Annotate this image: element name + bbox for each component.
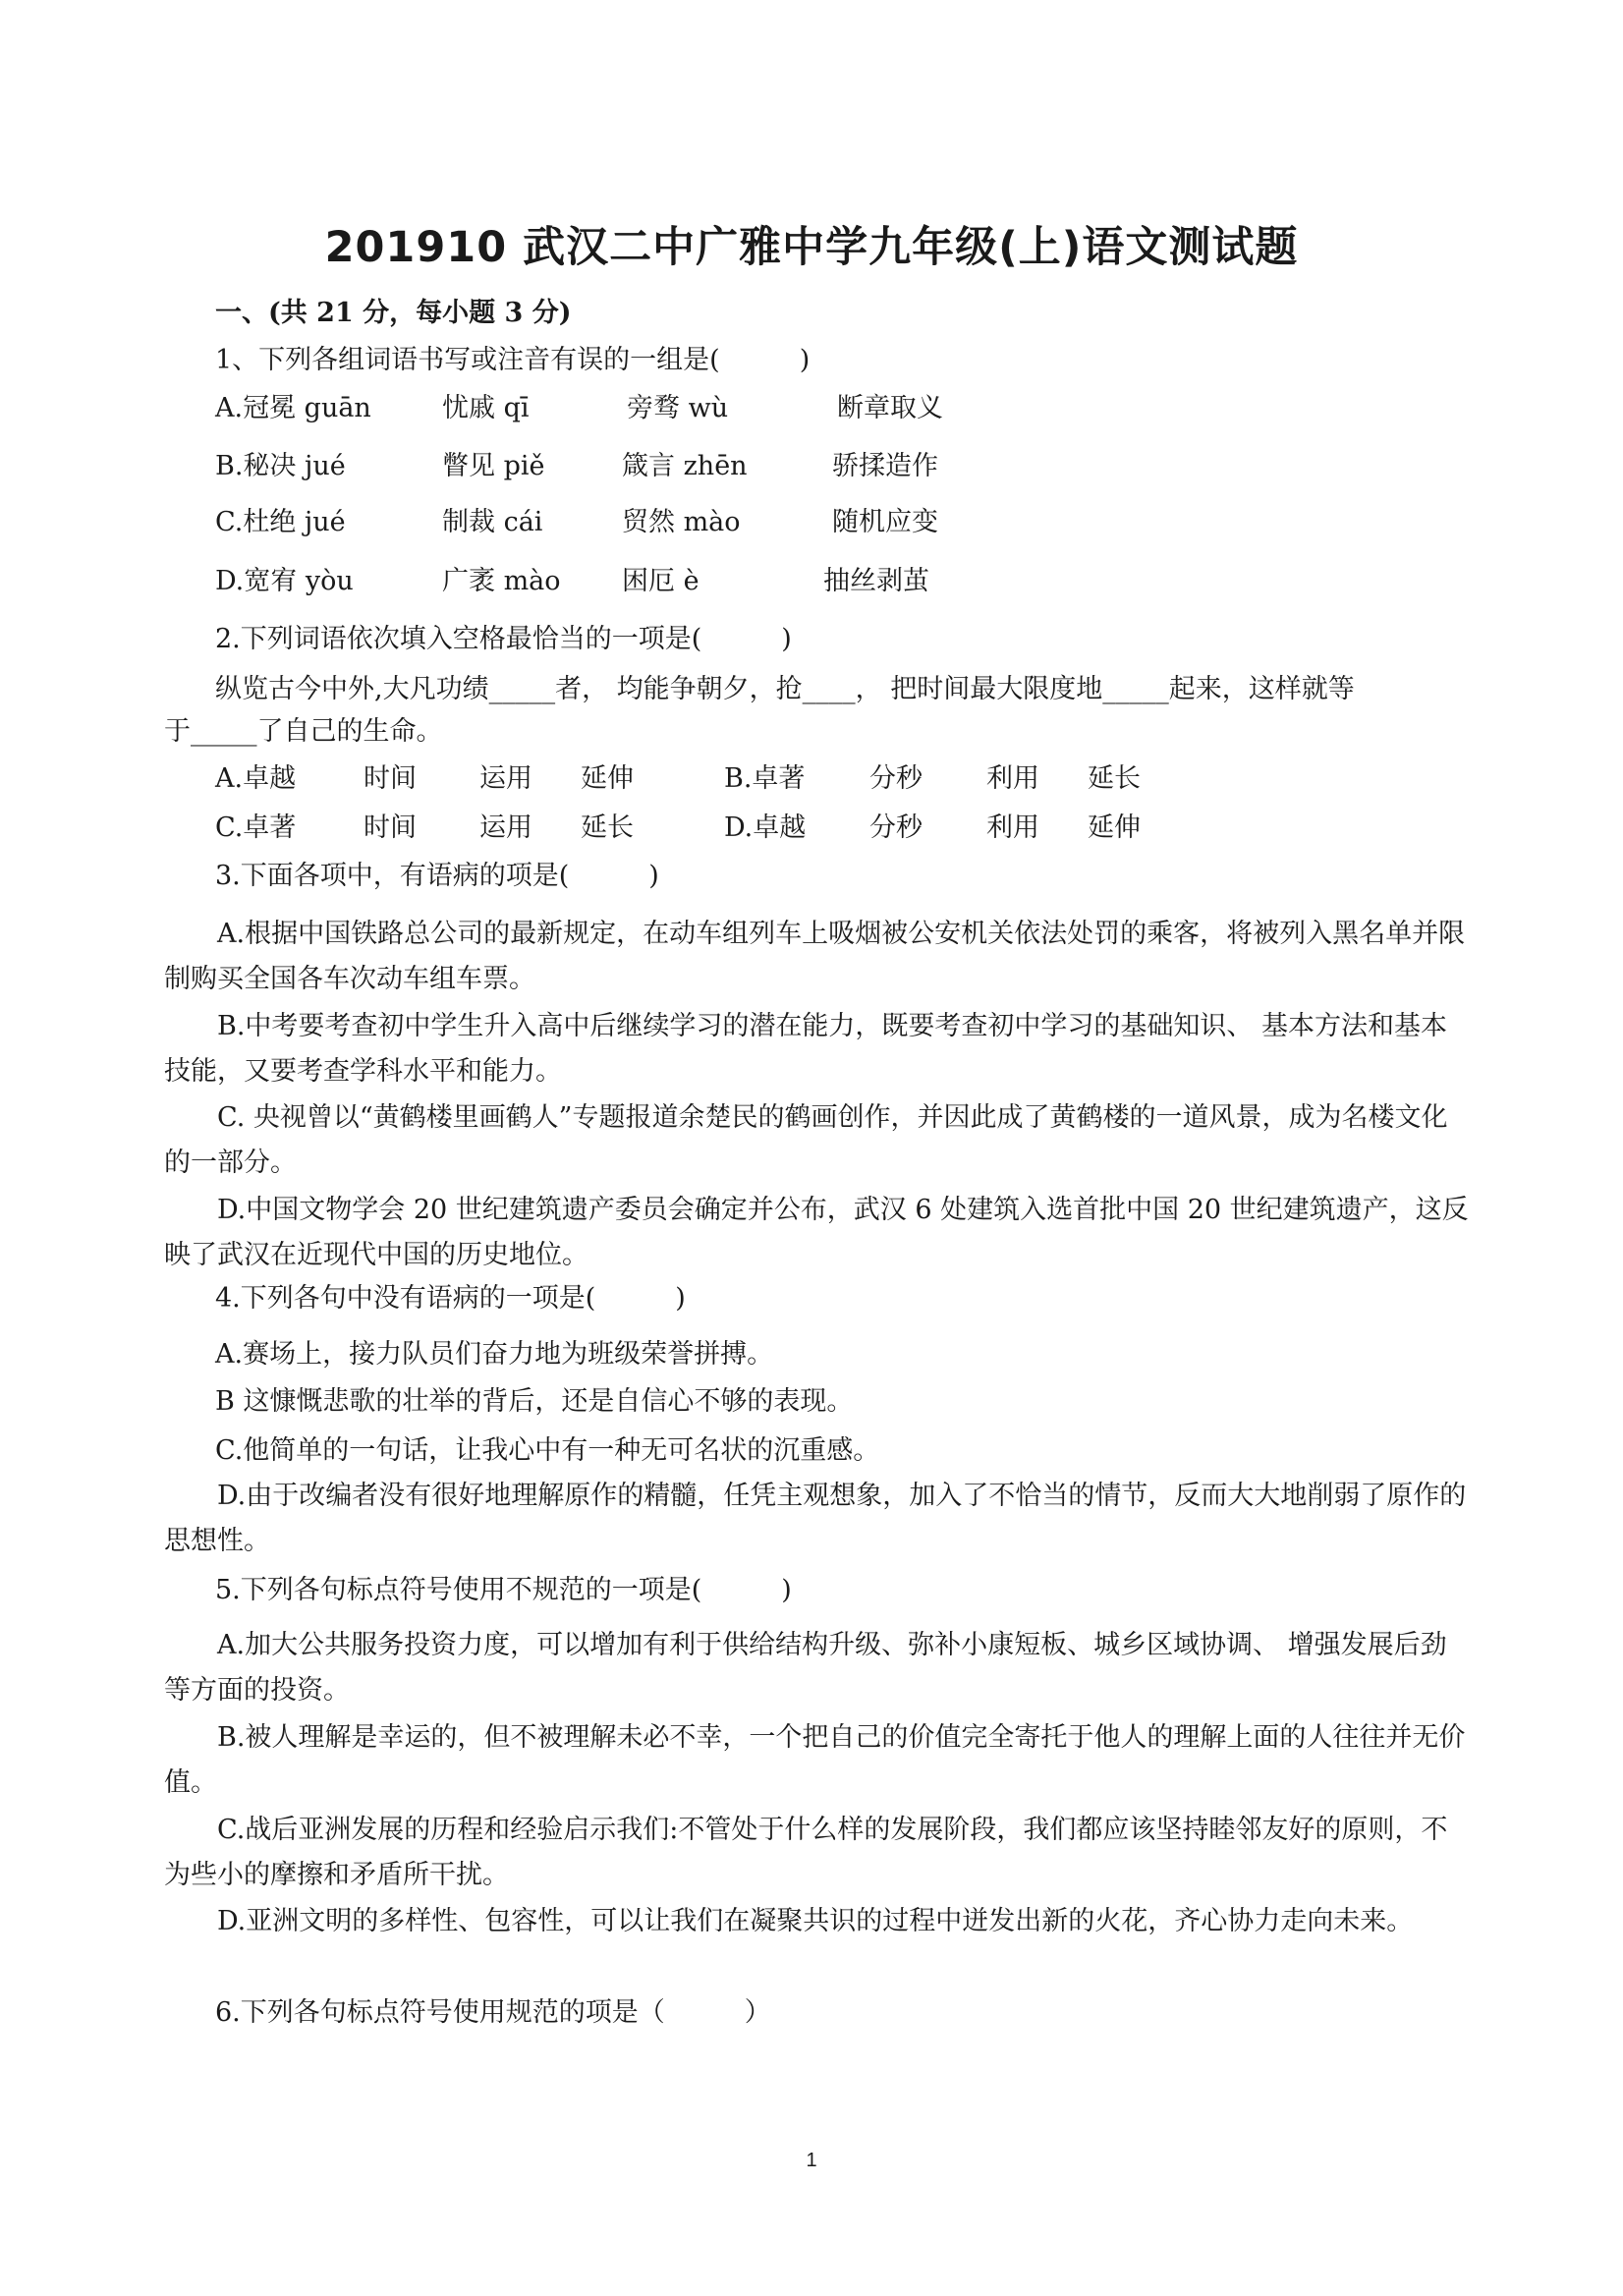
q5-option-b: B.被人理解是幸运的，但不被理解未必不幸，一个把自己的价值完全寄托于他人的理解上面的人往往并无价值。 [164, 1722, 1466, 1798]
question-2-text-line2: 于_____了自己的生命。 [164, 716, 443, 747]
q1-a-3: 旁骛 wù [627, 393, 729, 423]
q2-b-1: B.卓著 [724, 763, 806, 794]
q4-option-b: B 这慷慨悲歌的壮举的背后，还是自信心不够的表现。 [215, 1386, 854, 1417]
page-number: 1 [806, 2150, 817, 2171]
q1-d-2: 广袤 mào [442, 566, 561, 596]
question-4-stem: 4.下列各句中没有语病的一项是( ) [215, 1283, 686, 1314]
q4-option-d: D.由于改编者没有很好地理解原作的精髓，任凭主观想象，加入了不恰当的情节，反而大大地削弱了原作的思想性。 [164, 1481, 1467, 1556]
q2-b-2: 分秒 [869, 763, 923, 794]
page-title: 201910 武汉二中广雅中学九年级(上)语文测试题 [324, 223, 1299, 272]
q4-option-a: A.赛场上，接力队员们奋力地为班级荣誉拼搏。 [215, 1339, 774, 1370]
q5-option-a: A.加大公共服务投资力度，可以增加有利于供给结构升级、弥补小康短板、城乡区域协调、 增强发展后劲等方面的投资。 [164, 1630, 1447, 1706]
q2-c-3: 运用 [479, 812, 532, 843]
q2-d-2: 分秒 [869, 812, 923, 843]
question-1-stem: 1、下列各组词语书写或注音有误的一组是( ) [215, 345, 811, 375]
q1-d-1: D.宽宥 yòu [215, 566, 354, 596]
q2-d-1: D.卓越 [724, 812, 807, 843]
q1-c-1: C.杜绝 jué [215, 507, 346, 537]
q1-b-1: B.秘决 jué [215, 451, 346, 481]
question-3-stem: 3.下面各项中，有语病的项是( ) [215, 861, 659, 891]
q1-c-3: 贸然 mào [622, 507, 741, 537]
q1-d-3: 困厄 è [622, 566, 700, 596]
q4-option-c: C.他简单的一句话，让我心中有一种无可名状的沉重感。 [215, 1435, 880, 1466]
q3-option-a: A.根据中国铁路总公司的最新规定，在动车组列车上吸烟被公安机关依法处罚的乘客，将被列入黑名单并限制购买全国各车次动车组车票。 [164, 919, 1466, 994]
q2-c-4: 延长 [581, 812, 634, 843]
q1-b-4: 骄揉造作 [832, 451, 938, 481]
q1-b-3: 箴言 zhēn [622, 451, 748, 481]
q2-a-1: A.卓越 [215, 763, 297, 794]
q3-option-b: B.中考要考查初中学生升入高中后继续学习的潜在能力，既要考查初中学习的基础知识、 基本方法和基本技能，又要考查学科水平和能力。 [164, 1011, 1448, 1087]
q3-option-d: D.中国文物学会 20 世纪建筑遗产委员会确定并公布，武汉 6 处建筑入选首批中国 20 世纪建筑遗产，这反映了武汉在近现代中国的历史地位。 [164, 1195, 1469, 1270]
question-2-stem: 2.下列词语依次填入空格最恰当的一项是( ) [215, 624, 792, 654]
q2-a-4: 延伸 [581, 763, 634, 794]
q1-a-2: 忧戚 qī [442, 393, 530, 423]
q1-c-4: 随机应变 [832, 507, 938, 537]
question-5-stem: 5.下列各句标点符号使用不规范的一项是( ) [215, 1575, 792, 1605]
q5-option-d: D.亚洲文明的多样性、包容性，可以让我们在凝聚共识的过程中迸发出新的火花，齐心协力走向未来。 [217, 1906, 1414, 1936]
q5-option-c: C.战后亚洲发展的历程和经验启示我们:不管处于什么样的发展阶段，我们都应该坚持睦邻友好的原则，不为些小的摩擦和矛盾所干扰。 [164, 1815, 1448, 1890]
q2-b-4: 延长 [1088, 763, 1141, 794]
question-2-text-line1: 纵览古今中外,大凡功绩_____者， 均能争朝夕，抢____， 把时间最大限度地_____起来，这样就等 [215, 674, 1355, 704]
q2-c-1: C.卓著 [215, 812, 297, 843]
q2-d-4: 延伸 [1088, 812, 1141, 843]
section-heading: 一、(共 21 分，每小题 3 分) [215, 298, 572, 328]
q2-a-2: 时间 [364, 763, 417, 794]
q2-a-3: 运用 [479, 763, 532, 794]
q1-b-2: 瞥见 piě [442, 451, 545, 481]
q2-d-3: 利用 [986, 812, 1039, 843]
q2-b-3: 利用 [986, 763, 1039, 794]
q1-a-1: A.冠冕 guān [215, 393, 371, 423]
q1-c-2: 制裁 cái [442, 507, 543, 537]
q3-option-c: C. 央视曾以“黄鹤楼里画鹤人”专题报道余楚民的鹤画创作，并因此成了黄鹤楼的一道风景，成为名楼文化的一部分。 [164, 1102, 1448, 1178]
q1-d-4: 抽丝剥茧 [823, 566, 929, 596]
question-6-stem: 6.下列各句标点符号使用规范的项是（ ） [215, 1997, 771, 2028]
q1-a-4: 断章取义 [837, 393, 943, 423]
q2-c-2: 时间 [364, 812, 417, 843]
